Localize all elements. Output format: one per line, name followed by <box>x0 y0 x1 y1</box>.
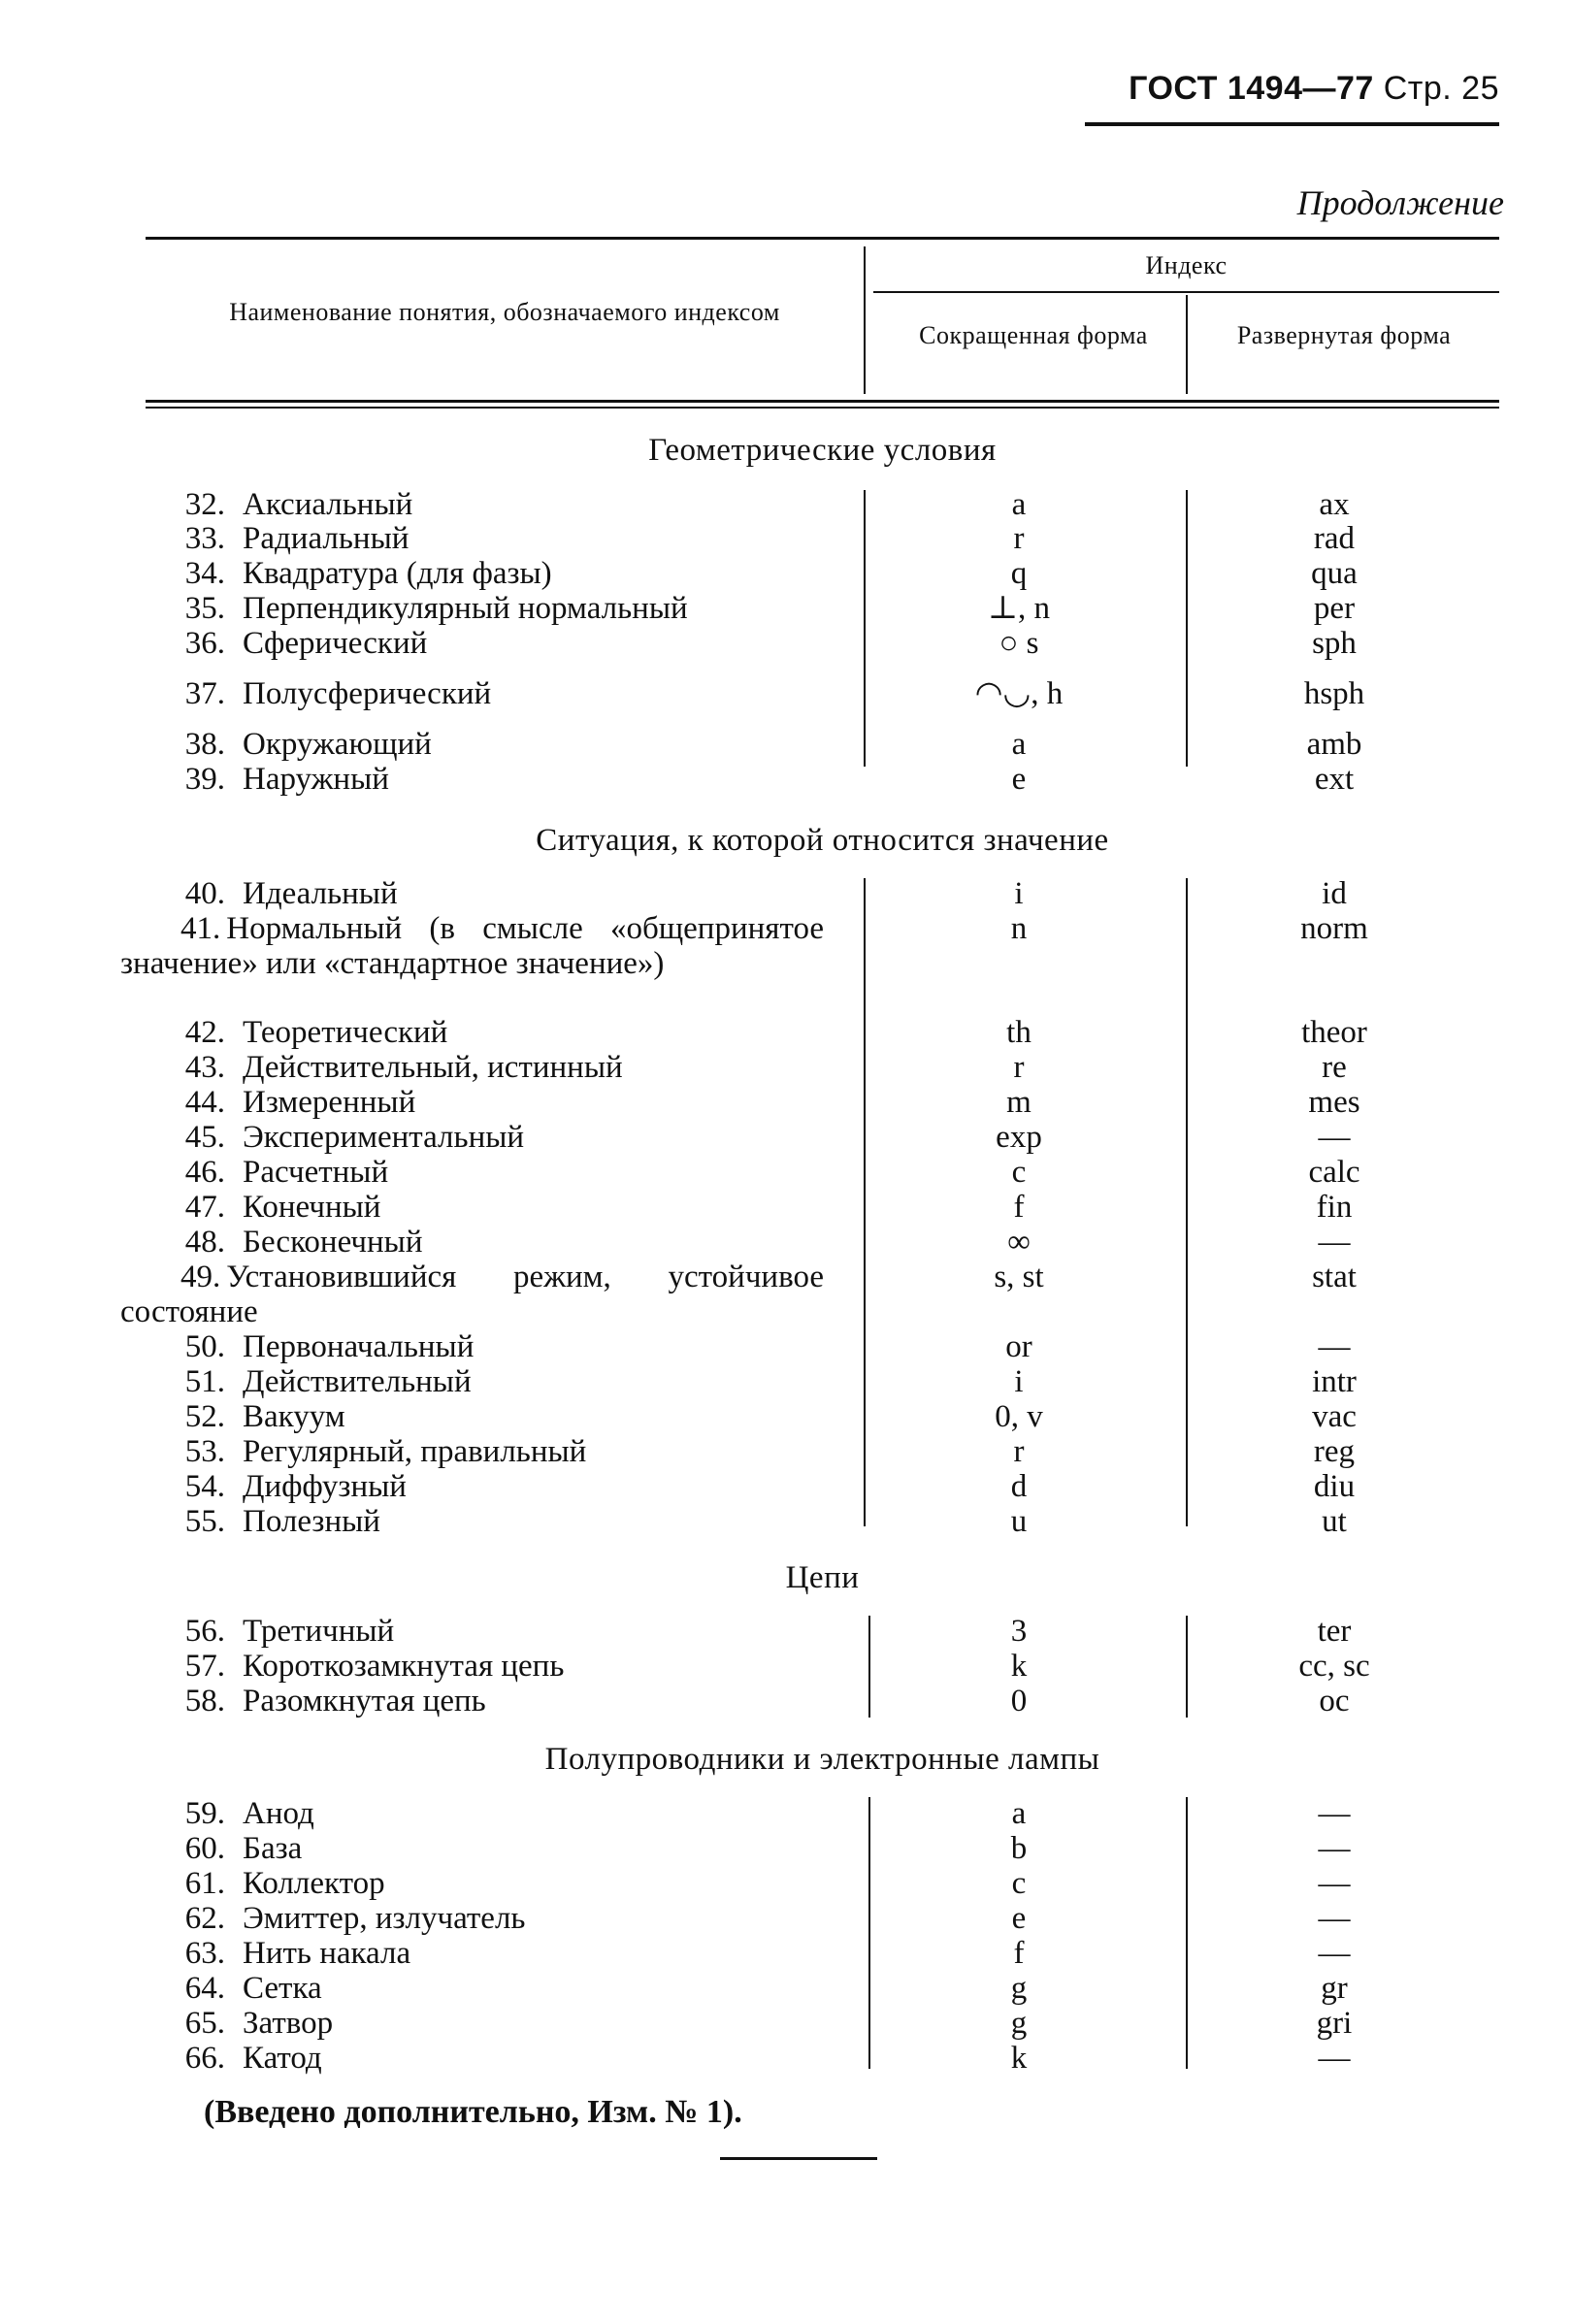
end-rule <box>720 2157 877 2160</box>
index-group-header: Индекс <box>1145 251 1228 279</box>
wrapped-name: 41. Нормальный (в смысле «общепринятое значение» или «стандартное значение») <box>120 911 824 981</box>
column-divider <box>1186 490 1188 767</box>
amendment-note: (Введено дополнительно, Изм. № 1). <box>204 2094 742 2130</box>
header-bottom-rule-2 <box>146 407 1499 409</box>
abbr-column-header: Сокращенная форма <box>919 321 1148 349</box>
wrapped-name: 49. Установившийся режим, устойчивое состояние <box>120 1260 824 1329</box>
header-rule <box>1085 122 1499 126</box>
column-divider <box>1186 878 1188 1526</box>
header-divider-2 <box>1186 295 1188 394</box>
section-title-circuits: Цепи <box>785 1560 860 1595</box>
column-divider <box>864 878 866 1526</box>
page-header <box>1129 70 1499 108</box>
section-title-geometric: Геометрические условия <box>648 433 997 468</box>
continuation-label: Продолжение <box>1296 183 1504 222</box>
column-divider <box>868 1616 870 1718</box>
gost-number: ГОСТ 1494—77 <box>1129 70 1374 107</box>
column-divider <box>1186 1616 1188 1718</box>
header-bottom-rule-1 <box>146 400 1499 403</box>
full-column-header: Развернутая форма <box>1236 321 1452 349</box>
column-divider <box>868 1797 870 2069</box>
column-divider <box>1186 1797 1188 2069</box>
page-number: Стр. 25 <box>1383 70 1499 107</box>
section-title-situation: Ситуация, к которой относится значение <box>536 823 1109 858</box>
name-column-header: Наименование понятия, обозначаемого индексом <box>229 298 780 326</box>
column-divider <box>864 490 866 767</box>
table-top-rule <box>146 237 1499 240</box>
section-title-semiconductors: Полупроводники и электронные лампы <box>544 1742 1100 1777</box>
header-divider-1 <box>864 246 866 394</box>
index-group-rule <box>873 291 1499 293</box>
